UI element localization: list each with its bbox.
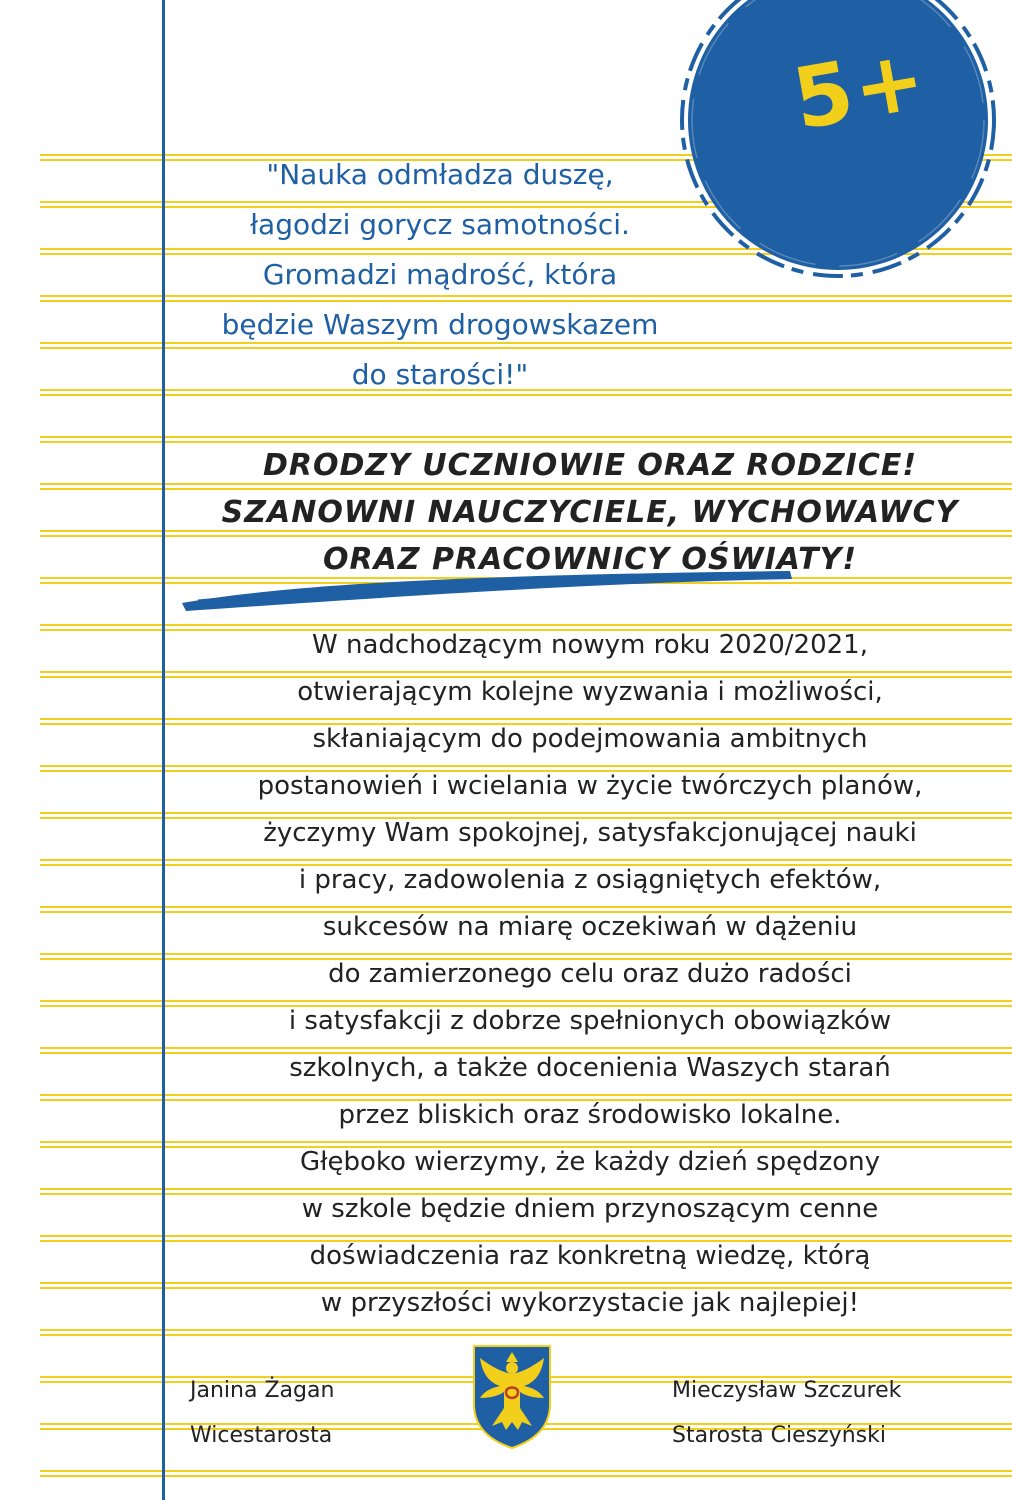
quote-line: do starości!" — [351, 358, 529, 391]
body-line: w przyszłości wykorzystacie jak najlepiej! — [320, 1288, 860, 1318]
signature-right — [672, 1368, 901, 1458]
quote-line: "Nauka odmładza duszę, — [266, 158, 614, 191]
body-line: i pracy, zadowolenia z osiągniętych efektów, — [298, 865, 882, 895]
body-line: Głęboko wierzymy, że każdy dzień spędzony — [299, 1147, 881, 1177]
body-line: i satysfakcji z dobrze spełnionych obowiązków — [288, 1006, 892, 1036]
brush-stroke-underline — [178, 565, 798, 615]
quote-line: łagodzi gorycz samotności. — [250, 208, 630, 241]
heading-line: ORAZ PRACOWNICY OŚWIATY! — [322, 542, 858, 577]
signature-name: Janina Żagan — [190, 1378, 335, 1403]
signature-role: Wicestarosta — [190, 1423, 333, 1448]
greeting-heading — [170, 442, 1010, 583]
wishes-body — [170, 622, 1010, 1327]
body-line: sukcesów na miarę oczekiwań w dążeniu — [322, 912, 858, 942]
body-line: życzymy Wam spokojnej, satysfakcjonującej nauki — [263, 818, 917, 848]
eagle-crest-icon — [470, 1342, 554, 1450]
body-line: do zamierzonego celu oraz dużo radości — [328, 959, 852, 989]
body-line: otwierającym kolejne wyzwania i możliwości, — [297, 677, 883, 707]
heading-line: DRODZY UCZNIOWIE ORAZ RODZICE! — [262, 448, 918, 483]
signature-left — [190, 1368, 334, 1458]
grade-badge-label: 5+ — [786, 29, 934, 149]
body-line: skłaniającym do podejmowania ambitnych — [312, 724, 868, 754]
quote-line: będzie Waszym drogowskazem — [221, 308, 659, 341]
quote-block — [170, 150, 710, 400]
quote-line: Gromadzi mądrość, która — [262, 258, 618, 291]
body-line: doświadczenia raz konkretną wiedzę, którą — [309, 1241, 871, 1271]
heading-line: SZANOWNI NAUCZYCIELE, WYCHOWAWCY — [221, 495, 959, 530]
body-line: w szkole będzie dniem przynoszącym cenne — [301, 1194, 879, 1224]
signature-name: Mieczysław Szczurek — [672, 1378, 902, 1403]
signature-role: Starosta Cieszyński — [672, 1423, 886, 1448]
body-line: W nadchodzącym nowym roku 2020/2021, — [312, 630, 868, 660]
notebook-margin-line — [162, 0, 165, 1500]
body-line: postanowień i wcielania w życie twórczych planów, — [257, 771, 923, 801]
body-line: szkolnych, a także docenienia Waszych starań — [289, 1053, 891, 1083]
body-line: przez bliskich oraz środowisko lokalne. — [338, 1100, 842, 1130]
